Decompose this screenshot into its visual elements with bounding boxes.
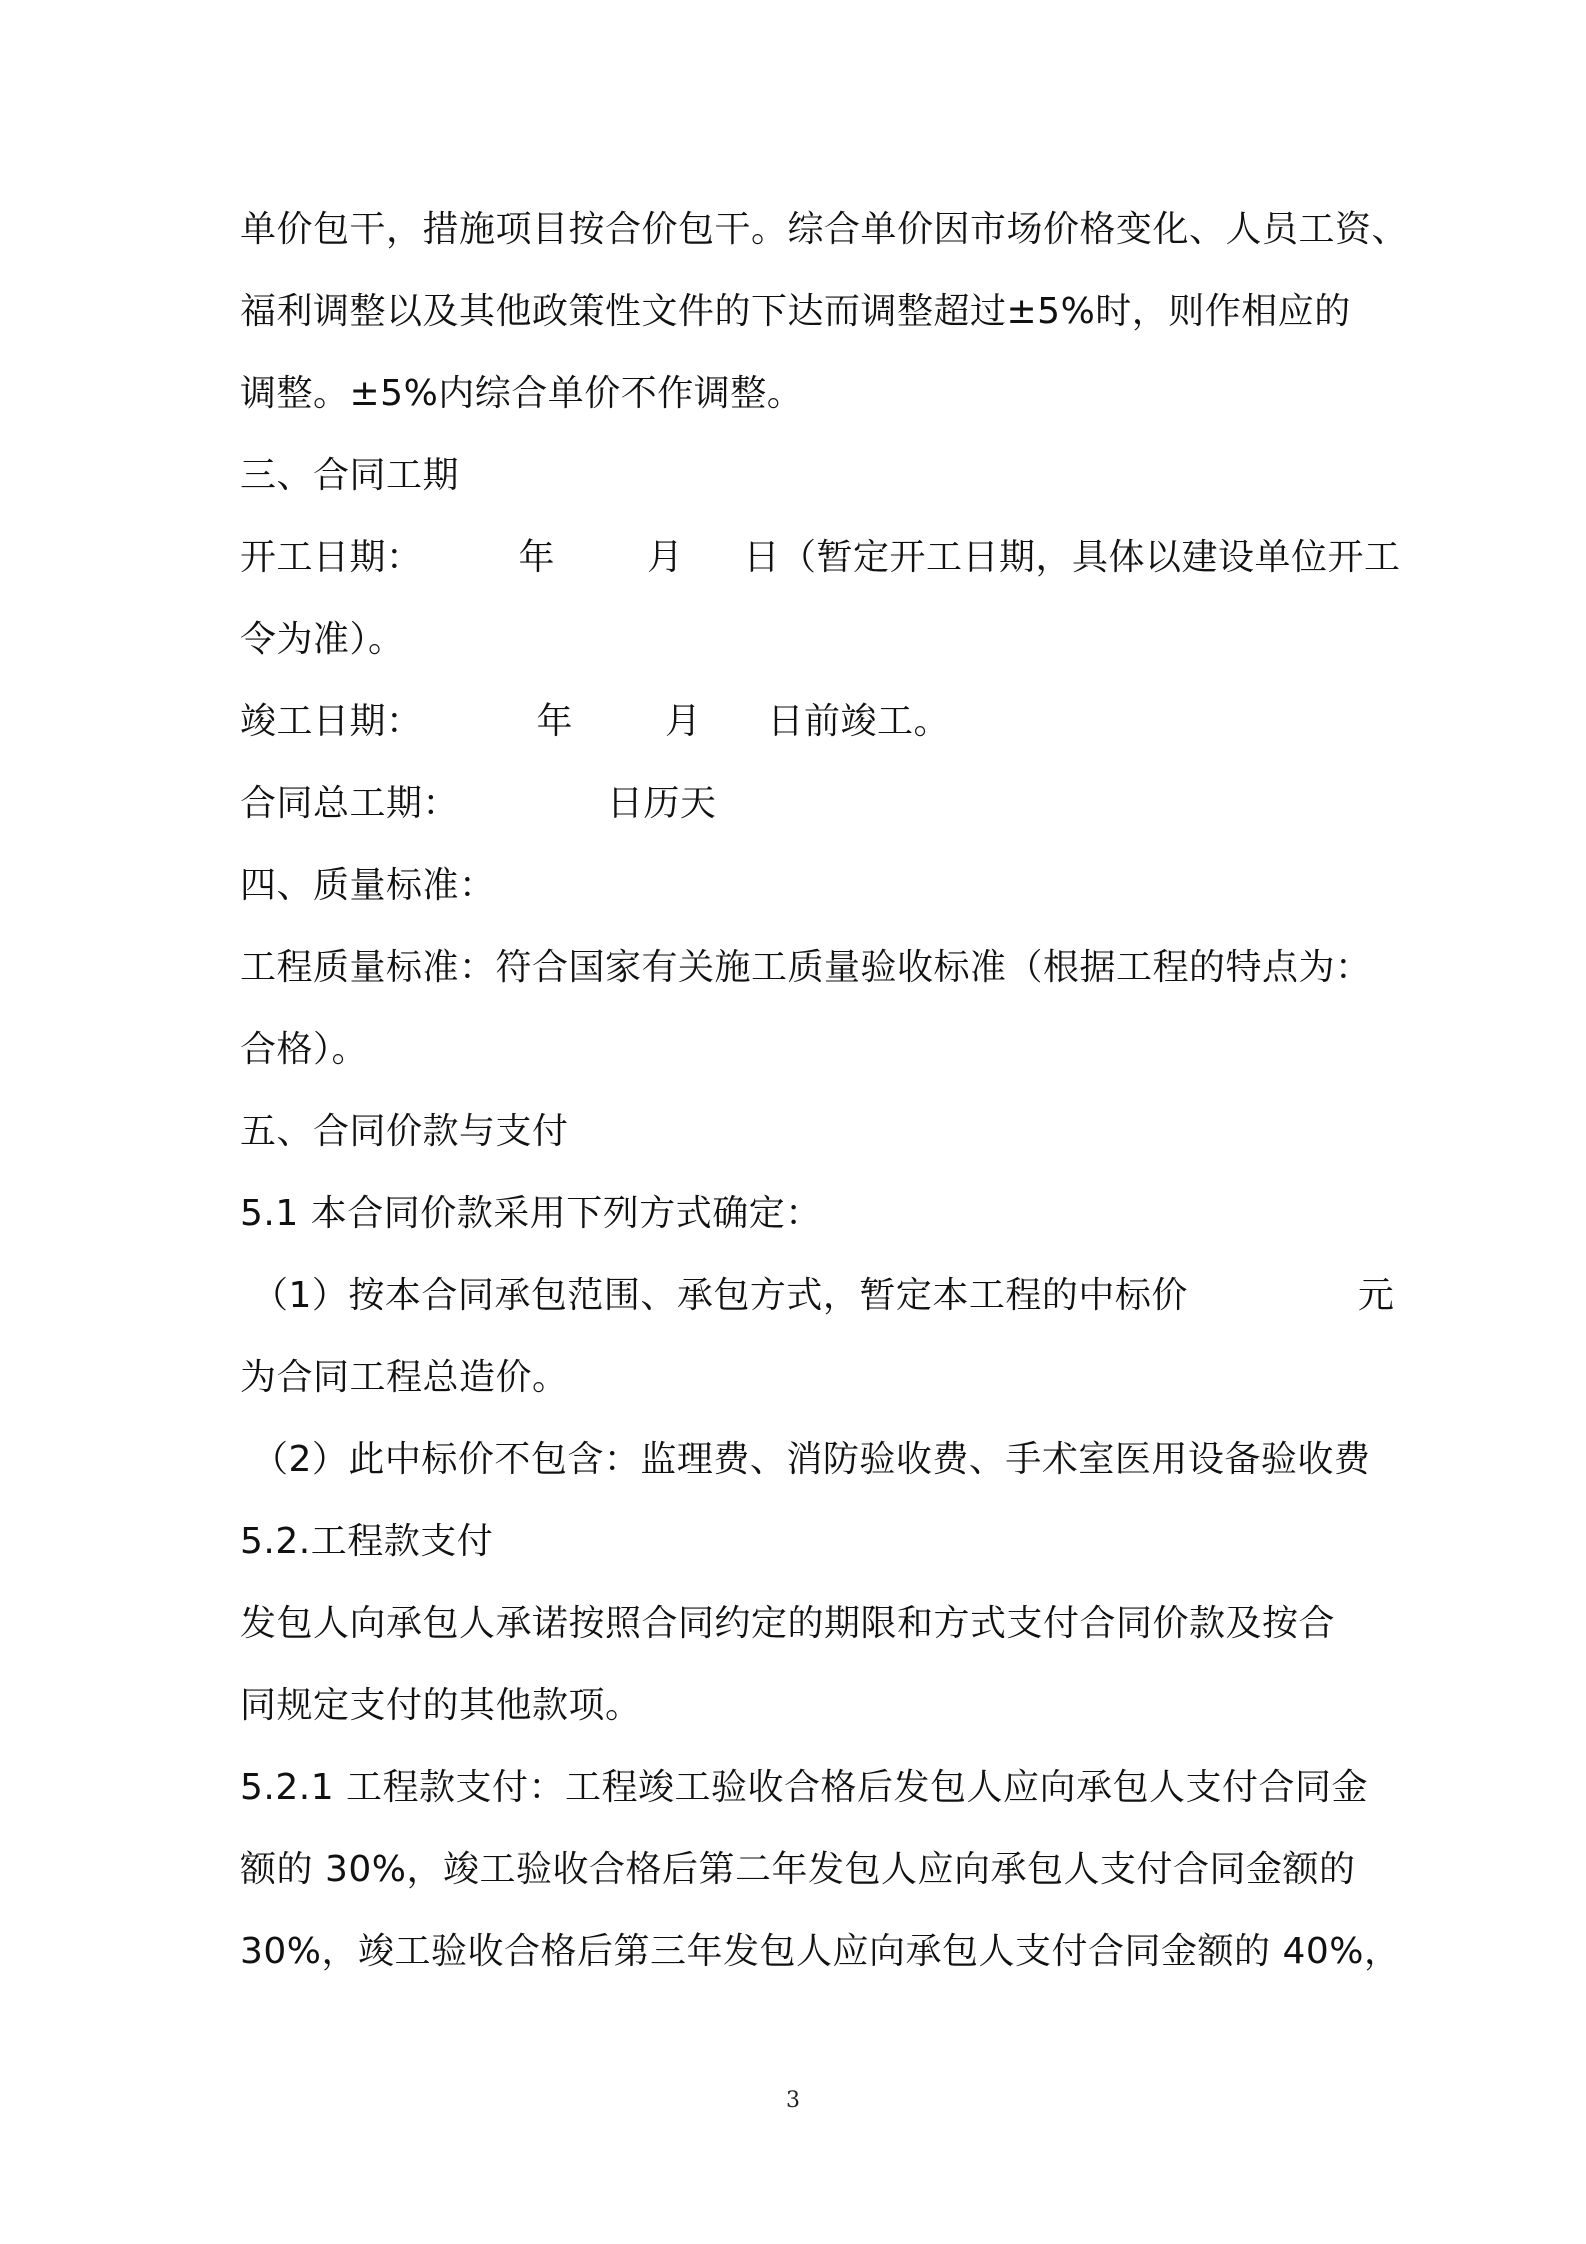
section-heading-contract-period: 三、合同工期 — [240, 455, 460, 496]
paragraph-line: 30%，竣工验收合格后第三年发包人应向承包人支付合同金额的 40%， — [240, 1931, 1401, 1972]
start-date-line — [240, 536, 1401, 580]
completion-date-year-unit: 年 — [536, 701, 574, 742]
paragraph-line: 同规定支付的其他款项。 — [240, 1685, 642, 1726]
total-duration-label: 合同总工期： — [240, 783, 460, 824]
total-duration-line — [240, 782, 717, 826]
paragraph-line: 额的 30%，竣工验收合格后第二年发包人应向承包人支付合同金额的 — [240, 1849, 1356, 1890]
paragraph-line: 为合同工程总造价。 — [240, 1357, 569, 1398]
start-date-label: 开工日期： — [240, 537, 423, 578]
paragraph-line: 发包人向承包人承诺按照合同约定的期限和方式支付合同价款及按合 — [240, 1603, 1336, 1644]
paragraph-line: 福利调整以及其他政策性文件的下达而调整超过±5%时，则作相应的 — [240, 291, 1351, 332]
clause-5-2-1: 5.2.1 工程款支付：工程竣工验收合格后发包人应向承包人支付合同金 — [240, 1767, 1369, 1808]
start-date-month-unit: 月 — [647, 537, 684, 578]
page-number: 3 — [786, 2088, 800, 2113]
section-heading-price-payment: 五、合同价款与支付 — [240, 1111, 569, 1152]
completion-date-line — [240, 700, 950, 744]
total-duration-unit: 日历天 — [607, 783, 717, 824]
bid-price-unit: 元 — [1357, 1275, 1395, 1316]
completion-date-day-note: 日前竣工。 — [767, 701, 951, 742]
clause-5-2-heading: 5.2.工程款支付 — [240, 1521, 494, 1562]
paragraph-line: 工程质量标准：符合国家有关施工质量验收标准（根据工程的特点为： — [240, 947, 1372, 988]
completion-date-label: 竣工日期： — [240, 701, 423, 742]
paragraph-line: 调整。±5%内综合单价不作调整。 — [240, 373, 804, 414]
start-date-year-unit: 年 — [518, 537, 556, 578]
start-date-day-note: 日（暂定开工日期，具体以建设单位开工 — [743, 537, 1401, 578]
clause-5-1: 5.1 本合同价款采用下列方式确定： — [240, 1193, 822, 1234]
clause-5-1-item-2: （2）此中标价不包含：监理费、消防验收费、手术室医用设备验收费 — [252, 1439, 1371, 1480]
paragraph-line: 单价包干，措施项目按合价包干。综合单价因市场价格变化、人员工资、 — [240, 209, 1409, 250]
paragraph-line: 合格）。 — [240, 1029, 369, 1070]
paragraph-line: 令为准）。 — [240, 619, 405, 660]
completion-date-month-unit: 月 — [665, 701, 702, 742]
bid-price-text: （1）按本合同承包范围、承包方式，暂定本工程的中标价 — [252, 1275, 1188, 1316]
section-heading-quality: 四、质量标准： — [240, 865, 496, 906]
clause-5-1-item-1 — [252, 1274, 1394, 1318]
